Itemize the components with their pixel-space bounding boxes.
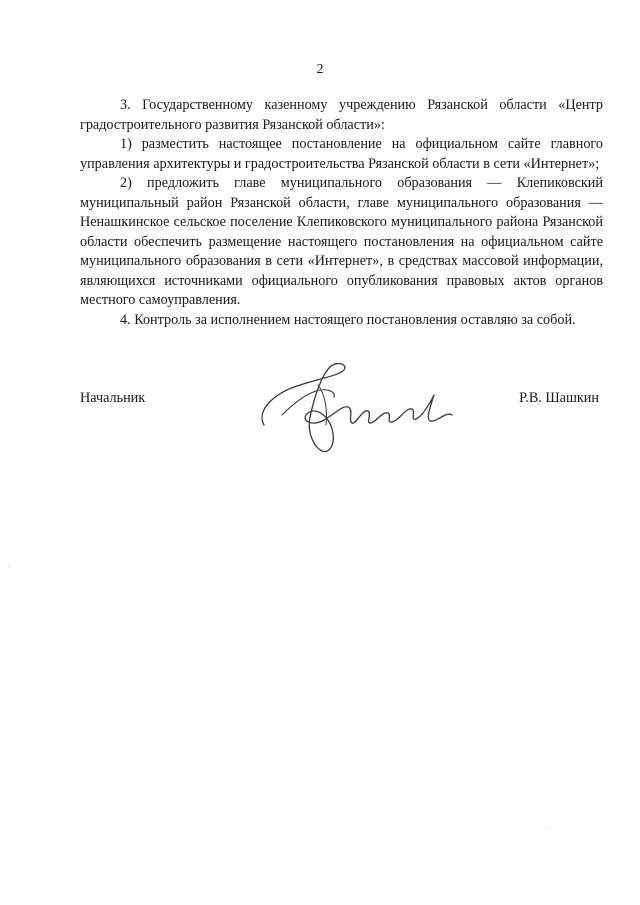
- paragraph-subitem-1: 1) разместить настоящее постановление на официальном сайте главного управления архитектуры и градостроительства Рязанской области в сети «Интернет»;: [80, 136, 603, 172]
- scan-speck: [548, 828, 549, 829]
- paragraph-item-4: 4. Контроль за исполнением настоящего постановления оставляю за собой.: [120, 311, 576, 328]
- document-body: [80, 96, 603, 330]
- page-number: 2: [316, 62, 324, 77]
- signer-name: Р.В. Шашкин: [519, 390, 599, 406]
- handwritten-signature: [252, 355, 462, 455]
- paragraph-item-3: 3. Государственному казенному учреждению Рязанской области «Центр градостроительного развития Рязанской области»:: [80, 97, 603, 133]
- paragraph-subitem-2: 2) предложить главе муниципального образования — Клепиковский муниципальный район Рязанской области, главе муниципального образования — Ненашкинское сельское поселение Клепиковского муниципального района Рязанской области обеспечить размещение настоящего постановления на официальном сайте муниципального образования в сети «Интернет», в средствах массовой информации, являющихся источниками официального опубликования правовых актов органов местного самоуправления.: [80, 175, 603, 308]
- signer-position: Начальник: [80, 390, 146, 406]
- scan-speck: [8, 566, 9, 567]
